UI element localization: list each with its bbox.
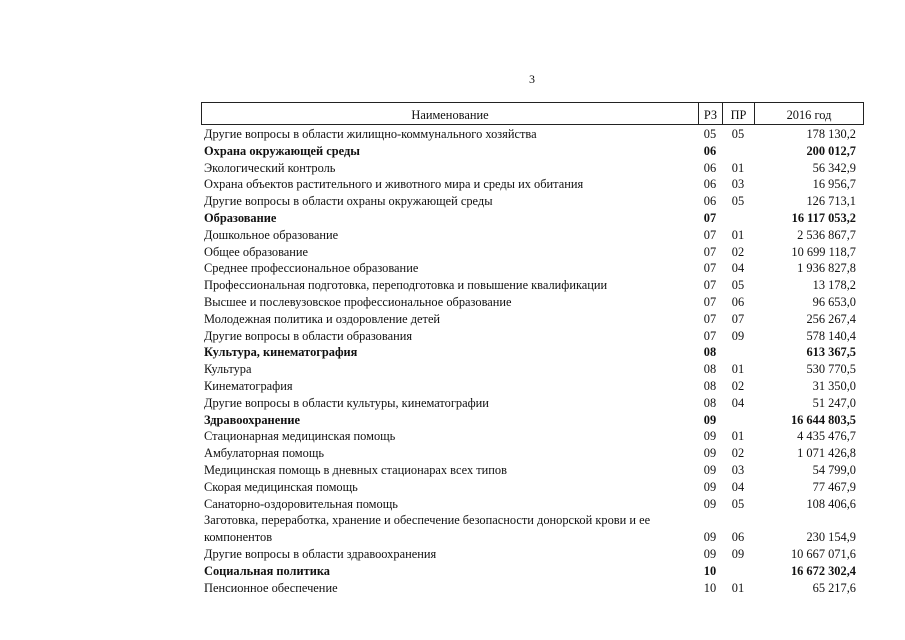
- row-value: 1 936 827,8: [797, 261, 856, 276]
- row-pr: 06: [731, 530, 745, 545]
- row-name: Экологический контроль: [204, 160, 336, 175]
- row-value: 13 178,2: [812, 278, 856, 293]
- row-name: Среднее профессиональное образование: [204, 261, 419, 276]
- row-value: 578 140,4: [806, 328, 856, 343]
- row-name: Другие вопросы в области культуры, кинематографии: [204, 395, 489, 410]
- row-pr: 01: [731, 227, 745, 242]
- row-pr: [722, 143, 754, 160]
- section-row: [201, 412, 864, 429]
- table-row: [201, 462, 864, 479]
- row-rz: 09: [703, 446, 717, 461]
- row-value: 613 367,5: [806, 345, 856, 360]
- header-name: Наименование: [202, 103, 699, 124]
- row-rz: 06: [703, 194, 717, 209]
- row-rz: 09: [703, 530, 717, 545]
- table-row: [201, 193, 864, 210]
- row-pr: 01: [731, 580, 745, 595]
- table-row: [201, 496, 864, 513]
- table-row: [201, 479, 864, 496]
- row-name: Стационарная медицинская помощь: [204, 429, 396, 444]
- row-rz: 07: [703, 328, 717, 343]
- row-value: 4 435 476,7: [797, 429, 856, 444]
- row-value: 96 653,0: [812, 294, 856, 309]
- row-pr: 05: [731, 278, 745, 293]
- row-rz: 07: [703, 311, 717, 326]
- row-value: 16 117 053,2: [791, 210, 856, 225]
- row-value: 126 713,1: [806, 194, 856, 209]
- row-pr: 03: [731, 462, 745, 477]
- row-name: Другие вопросы в области жилищно-коммунального хозяйства: [204, 127, 537, 141]
- row-rz: 08: [703, 362, 717, 377]
- row-pr: 07: [731, 311, 745, 326]
- row-name: Общее образование: [204, 244, 309, 259]
- row-value: 200 012,7: [806, 143, 856, 158]
- row-pr: 04: [731, 261, 745, 276]
- budget-table: [201, 102, 864, 596]
- row-pr: 02: [731, 378, 745, 393]
- row-rz: 09: [703, 496, 717, 511]
- header-rz: РЗ: [699, 103, 723, 124]
- row-value: 108 406,6: [806, 496, 856, 511]
- row-rz: 10: [703, 580, 717, 595]
- page-number: 3: [529, 72, 535, 86]
- table-row: [201, 260, 864, 277]
- row-rz: 07: [703, 244, 717, 259]
- row-pr: 04: [731, 479, 745, 494]
- row-name: Культура: [204, 362, 252, 377]
- row-pr: 03: [731, 177, 745, 192]
- row-name: Другие вопросы в области образования: [204, 328, 413, 343]
- row-pr: 02: [731, 244, 745, 259]
- table-row: [201, 395, 864, 412]
- row-rz: 05: [703, 127, 717, 141]
- row-pr: 09: [731, 546, 745, 561]
- row-value: 2 536 867,7: [797, 227, 856, 242]
- row-pr: [722, 563, 754, 580]
- row-value: 10 667 071,6: [790, 546, 856, 561]
- table-row: [201, 277, 864, 294]
- table-row: [201, 580, 864, 597]
- table-row: [201, 294, 864, 311]
- section-row: [201, 210, 864, 227]
- table-row: [201, 126, 864, 143]
- row-pr: 04: [731, 395, 745, 410]
- row-value: 230 154,9: [806, 530, 856, 545]
- table-header: [201, 102, 864, 125]
- row-rz: 07: [703, 261, 717, 276]
- row-pr: 05: [731, 194, 745, 209]
- row-value: 51 247,0: [812, 395, 856, 410]
- row-name: Санаторно-оздоровительная помощь: [204, 496, 398, 511]
- row-pr: 01: [731, 429, 745, 444]
- table-row: [201, 244, 864, 261]
- row-pr: 06: [731, 294, 745, 309]
- row-rz: 08: [703, 345, 717, 360]
- row-name: Охрана окружающей среды: [204, 143, 360, 158]
- row-value: 16 672 302,4: [790, 563, 856, 578]
- row-name: Медицинская помощь в дневных стационарах всех типов: [204, 462, 507, 477]
- row-rz: 09: [703, 462, 717, 477]
- row-pr: 05: [731, 127, 745, 141]
- row-value: 16 644 803,5: [790, 412, 856, 427]
- row-value: 256 267,4: [806, 311, 856, 326]
- table-row: [201, 378, 864, 395]
- row-pr: 09: [731, 328, 745, 343]
- table-row: [201, 428, 864, 445]
- section-row: [201, 563, 864, 580]
- row-rz: 08: [703, 395, 717, 410]
- row-name: Заготовка, переработка, хранение и обеспечение безопасности донорской крови и ее компонентов: [204, 513, 651, 545]
- row-name: Здравоохранение: [204, 412, 300, 427]
- section-row: [201, 143, 864, 160]
- row-name: Охрана объектов растительного и животного мира и среды их обитания: [204, 177, 584, 192]
- row-pr: [722, 412, 754, 429]
- table-row: [201, 512, 864, 546]
- row-value: 65 217,6: [812, 580, 856, 595]
- row-name: Молодежная политика и оздоровление детей: [204, 311, 441, 326]
- row-name: Культура, кинематография: [204, 345, 358, 360]
- row-pr: 05: [731, 496, 745, 511]
- row-pr: 01: [731, 362, 745, 377]
- table-row: [201, 311, 864, 328]
- row-value: 178 130,2: [806, 127, 856, 141]
- row-pr: 01: [731, 160, 745, 175]
- row-value: 10 699 118,7: [791, 244, 856, 259]
- row-name: Дошкольное образование: [204, 227, 339, 242]
- row-value: 54 799,0: [812, 462, 856, 477]
- row-rz: 07: [703, 294, 717, 309]
- row-rz: 09: [703, 479, 717, 494]
- row-rz: 10: [703, 563, 717, 578]
- table-row: [201, 328, 864, 345]
- table-row: [201, 227, 864, 244]
- row-name: Другие вопросы в области охраны окружающей среды: [204, 194, 493, 209]
- row-rz: 06: [703, 177, 717, 192]
- table-body: [201, 126, 864, 596]
- table-row: [201, 176, 864, 193]
- row-pr: [722, 344, 754, 361]
- table-row: [201, 546, 864, 563]
- row-rz: 07: [703, 210, 717, 225]
- row-rz: 07: [703, 227, 717, 242]
- row-name: Кинематография: [204, 378, 293, 393]
- section-row: [201, 344, 864, 361]
- table-row: [201, 361, 864, 378]
- row-name: Другие вопросы в области здравоохранения: [204, 546, 437, 561]
- row-name: Образование: [204, 210, 277, 225]
- row-rz: 06: [703, 143, 717, 158]
- row-value: 530 770,5: [806, 362, 856, 377]
- table-row: [201, 445, 864, 462]
- row-pr: 02: [731, 446, 745, 461]
- table-row: [201, 160, 864, 177]
- row-value: 56 342,9: [812, 160, 856, 175]
- row-value: 16 956,7: [812, 177, 856, 192]
- row-rz: 09: [703, 412, 717, 427]
- row-rz: 06: [703, 160, 717, 175]
- row-name: Пенсионное обеспечение: [204, 580, 338, 595]
- row-name: Скорая медицинская помощь: [204, 479, 358, 494]
- header-year: 2016 год: [786, 108, 832, 122]
- row-name: Социальная политика: [204, 563, 330, 578]
- row-name: Амбулаторная помощь: [204, 446, 325, 461]
- row-value: 31 350,0: [812, 378, 856, 393]
- row-rz: 07: [703, 278, 717, 293]
- row-rz: 08: [703, 378, 717, 393]
- row-name: Профессиональная подготовка, переподготовка и повышение квалификации: [204, 278, 608, 293]
- row-rz: 09: [703, 429, 717, 444]
- row-pr: [722, 210, 754, 227]
- row-name: Высшее и послевузовское профессиональное образование: [204, 294, 512, 309]
- row-value: 77 467,9: [812, 479, 856, 494]
- header-pr: ПР: [723, 103, 755, 124]
- row-rz: 09: [703, 546, 717, 561]
- row-value: 1 071 426,8: [797, 446, 856, 461]
